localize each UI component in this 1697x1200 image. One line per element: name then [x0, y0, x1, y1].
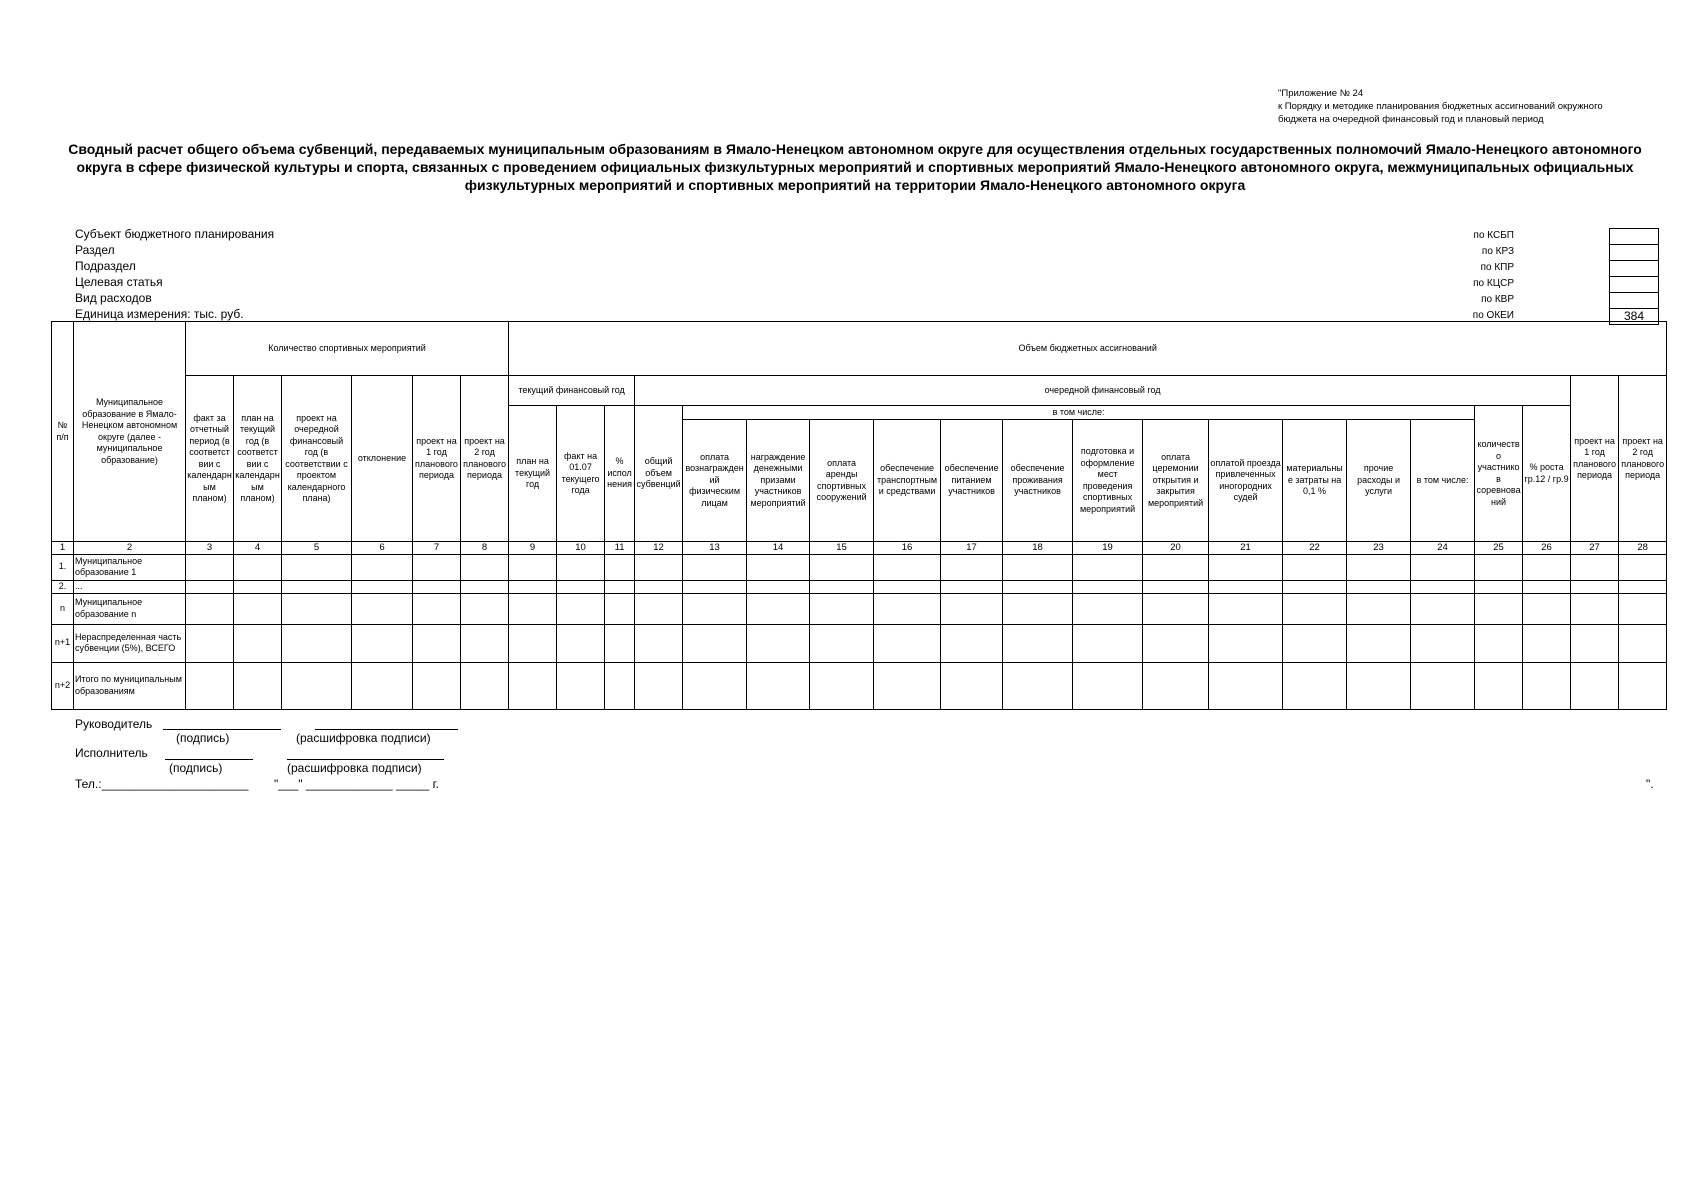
table-cell — [1619, 662, 1667, 709]
table-cell — [1571, 554, 1619, 580]
table-cell — [557, 554, 605, 580]
header-col-20: оплата церемонии открытия и закрытия мероприятий — [1143, 420, 1209, 542]
header-col-14: награждение денежными призами участников мероприятий — [747, 420, 810, 542]
table-cell — [941, 580, 1003, 593]
table-cell — [509, 580, 557, 593]
header-col-15: оплата аренды спортивных сооружений — [810, 420, 874, 542]
header-including: в том числе: — [683, 406, 1475, 420]
table-cell — [941, 624, 1003, 662]
table-cell — [1347, 580, 1411, 593]
meta-subsection: Подраздел — [75, 259, 136, 273]
table-cell — [352, 662, 413, 709]
column-number: 17 — [941, 542, 1003, 555]
table-cell — [1143, 624, 1209, 662]
column-number: 16 — [874, 542, 941, 555]
header-col-5: проект на очередной финансовый год (в соответствии с проектом календарного плана) — [282, 376, 352, 542]
meta-section: Раздел — [75, 243, 115, 257]
table-cell — [509, 662, 557, 709]
code-label: по КПР — [1480, 262, 1514, 273]
table-cell — [635, 662, 683, 709]
table-cell — [1283, 662, 1347, 709]
row-number: n — [52, 593, 74, 624]
header-next-year: очередной финансовый год — [635, 376, 1571, 406]
column-number: 13 — [683, 542, 747, 555]
meta-labels — [75, 226, 274, 322]
table-cell — [461, 593, 509, 624]
table-cell — [557, 580, 605, 593]
meta-subject: Субъект бюджетного планирования — [75, 227, 275, 241]
code-box: 384 — [1609, 308, 1659, 325]
table-cell — [1003, 593, 1073, 624]
table-cell — [1411, 580, 1475, 593]
table-cell — [747, 554, 810, 580]
table-cell — [1073, 554, 1143, 580]
table-cell — [810, 662, 874, 709]
table-cell — [1347, 662, 1411, 709]
table-cell — [1475, 624, 1523, 662]
header-current-year: текущий финансовый год — [509, 376, 635, 406]
table-cell — [186, 580, 234, 593]
column-number: 4 — [234, 542, 282, 555]
table-cell — [186, 624, 234, 662]
table-cell — [874, 593, 941, 624]
header-col-12: общий объем субвенций — [635, 406, 683, 542]
header-col-26: % роста гр.12 / гр.9 — [1523, 406, 1571, 542]
table-row — [52, 593, 1667, 624]
table-cell — [635, 624, 683, 662]
table-cell — [941, 554, 1003, 580]
row-municipality: Муниципальное образование n — [74, 593, 186, 624]
meta-unit: Единица измерения: тыс. руб. — [75, 307, 244, 321]
table-cell — [1209, 593, 1283, 624]
code-box — [1609, 244, 1659, 260]
column-number: 23 — [1347, 542, 1411, 555]
table-cell — [747, 580, 810, 593]
column-number: 7 — [413, 542, 461, 555]
row-municipality: Итого по муниципальным образованиям — [74, 662, 186, 709]
table-cell — [413, 662, 461, 709]
table-cell — [874, 624, 941, 662]
table-cell — [810, 580, 874, 593]
table-cell — [1347, 554, 1411, 580]
head-decode-line — [315, 729, 458, 730]
table-cell — [1283, 580, 1347, 593]
table-cell — [747, 662, 810, 709]
table-cell — [352, 580, 413, 593]
row-municipality: ... — [74, 580, 186, 593]
header-col-7: проект на 1 год планового периода — [413, 376, 461, 542]
code-box — [1609, 276, 1659, 292]
column-number: 12 — [635, 542, 683, 555]
table-cell — [1003, 662, 1073, 709]
table-cell — [1523, 624, 1571, 662]
code-box — [1609, 260, 1659, 276]
meta-expense-type: Вид расходов — [75, 291, 152, 305]
table-cell — [1003, 624, 1073, 662]
code-box — [1609, 228, 1659, 244]
document-title: Сводный расчет общего объема субвенций, передаваемых муниципальным образованиям в Ямало-Ненецком автономном округе для осуществления отдельных государственных полномочий Ямало-Ненецкого автономного округа в сфере физической культуры и спорта, связанных с проведением официальных физкультурных мероприятий и спортивных мероприятий Ямало-Ненецкого автономного округа, межмуниципальных официальных физкультурных мероприятий и спортивных мероприятий на территории Ямало-Ненецкого автономного округа — [68, 141, 1642, 193]
table-cell — [1073, 593, 1143, 624]
table-cell — [186, 554, 234, 580]
header-col-16: обеспечение транспортными средствами — [874, 420, 941, 542]
table-cell — [282, 662, 352, 709]
closing-quote: ". — [1646, 777, 1654, 791]
table-cell — [1523, 593, 1571, 624]
table-body — [52, 554, 1667, 709]
table-cell — [1347, 624, 1411, 662]
column-number: 24 — [1411, 542, 1475, 555]
table-cell — [1475, 662, 1523, 709]
header-col-8: проект на 2 год планового периода — [461, 376, 509, 542]
code-label: по КРЗ — [1481, 246, 1514, 257]
table-cell — [234, 662, 282, 709]
table-row — [52, 554, 1667, 580]
table-cell — [605, 554, 635, 580]
header-col-27: проект на 1 год планового периода — [1571, 376, 1619, 542]
table-cell — [413, 580, 461, 593]
table-cell — [683, 662, 747, 709]
table-row — [52, 624, 1667, 662]
table-cell — [1411, 554, 1475, 580]
table-cell — [941, 593, 1003, 624]
table-cell — [1571, 624, 1619, 662]
header-col-25: количество участников соревнований — [1475, 406, 1523, 542]
row-number: n+1 — [52, 624, 74, 662]
table-row — [52, 580, 1667, 593]
header-col-22: материальные затраты на 0,1 % — [1283, 420, 1347, 542]
executor-decode-line — [287, 759, 444, 760]
header-count: Количество спортивных мероприятий — [186, 322, 509, 376]
table-cell — [874, 554, 941, 580]
table-cell — [683, 593, 747, 624]
header-col-6: отклонение — [352, 376, 413, 542]
table-cell — [1571, 580, 1619, 593]
table-cell — [1571, 662, 1619, 709]
table-cell — [683, 554, 747, 580]
column-number: 9 — [509, 542, 557, 555]
column-number: 22 — [1283, 542, 1347, 555]
row-number: 2. — [52, 580, 74, 593]
header-col-18: обеспечение проживания участников — [1003, 420, 1073, 542]
table-cell — [1209, 662, 1283, 709]
table-cell — [1209, 580, 1283, 593]
column-number: 5 — [282, 542, 352, 555]
column-number: 28 — [1619, 542, 1667, 555]
table-cell — [1283, 554, 1347, 580]
table-cell — [234, 580, 282, 593]
table-cell — [352, 624, 413, 662]
table-cell — [1571, 593, 1619, 624]
table-cell — [1143, 662, 1209, 709]
header-municipality: Муниципальное образование в Ямало-Ненецком автономном округе (далее - муниципальное образование) — [74, 322, 186, 542]
table-cell — [186, 593, 234, 624]
table-cell — [1619, 593, 1667, 624]
header-col-23: прочие расходы и услуги — [1347, 420, 1411, 542]
table-cell — [352, 593, 413, 624]
header-volume: Объем бюджетных ассигнований — [509, 322, 1667, 376]
table-cell — [810, 593, 874, 624]
table-cell — [635, 580, 683, 593]
table-cell — [1143, 580, 1209, 593]
column-number: 2 — [74, 542, 186, 555]
table-cell — [234, 554, 282, 580]
column-number: 19 — [1073, 542, 1143, 555]
head-decode-caption: (расшифровка подписи) — [296, 731, 431, 745]
table-cell — [1283, 593, 1347, 624]
table-cell — [605, 580, 635, 593]
column-number: 27 — [1571, 542, 1619, 555]
appendix-note — [1278, 87, 1658, 126]
executor-sign-caption: (подпись) — [169, 761, 223, 775]
table-cell — [509, 593, 557, 624]
table-cell — [1475, 554, 1523, 580]
table-cell — [186, 662, 234, 709]
table-cell — [874, 662, 941, 709]
column-number: 26 — [1523, 542, 1571, 555]
table-cell — [1143, 554, 1209, 580]
table-cell — [282, 554, 352, 580]
column-number: 21 — [1209, 542, 1283, 555]
column-number: 14 — [747, 542, 810, 555]
column-number: 1 — [52, 542, 74, 555]
table-cell — [1209, 624, 1283, 662]
table-cell — [1411, 593, 1475, 624]
column-number: 6 — [352, 542, 413, 555]
table-cell — [1073, 624, 1143, 662]
table-cell — [1003, 554, 1073, 580]
code-label: по КЦСР — [1473, 278, 1514, 289]
table-cell — [461, 624, 509, 662]
code-label: по ОКЕИ — [1472, 310, 1514, 321]
table-cell — [683, 580, 747, 593]
header-num: № п/п — [52, 322, 74, 542]
table-cell — [1619, 554, 1667, 580]
table-cell — [557, 662, 605, 709]
table-cell — [557, 624, 605, 662]
table-cell — [509, 554, 557, 580]
table-cell — [1619, 624, 1667, 662]
table-cell — [509, 624, 557, 662]
column-number: 18 — [1003, 542, 1073, 555]
code-label: по КСБП — [1473, 230, 1514, 241]
table-cell — [1073, 662, 1143, 709]
column-number: 3 — [186, 542, 234, 555]
executor-decode-caption: (расшифровка подписи) — [287, 761, 422, 775]
executor-signature-line — [165, 759, 253, 760]
table-cell — [941, 662, 1003, 709]
table-cell — [1475, 593, 1523, 624]
head-signature-line — [163, 729, 281, 730]
code-label: по КВР — [1481, 294, 1514, 305]
row-number: 1. — [52, 554, 74, 580]
table-cell — [1523, 580, 1571, 593]
phone-field: Тел.:______________________ — [75, 777, 249, 791]
table-cell — [810, 624, 874, 662]
table-cell — [1347, 593, 1411, 624]
table-cell — [605, 593, 635, 624]
table-cell — [1475, 580, 1523, 593]
date-field: "___" _____________ _____ г. — [274, 777, 439, 791]
table-cell — [1143, 593, 1209, 624]
table-cell — [1283, 624, 1347, 662]
column-number: 11 — [605, 542, 635, 555]
code-box — [1609, 292, 1659, 308]
column-number: 20 — [1143, 542, 1209, 555]
header-col-28: проект на 2 год планового периода — [1619, 376, 1667, 542]
column-number: 8 — [461, 542, 509, 555]
table-row — [52, 662, 1667, 709]
row-municipality: Нераспределенная часть субвенции (5%), ВСЕГО — [74, 624, 186, 662]
table-cell — [234, 593, 282, 624]
table-cell — [282, 624, 352, 662]
table-cell — [605, 624, 635, 662]
table-cell — [635, 554, 683, 580]
table-cell — [413, 593, 461, 624]
table-cell — [1619, 580, 1667, 593]
table-cell — [635, 593, 683, 624]
header-col-19: подготовка и оформление мест проведения спортивных мероприятий — [1073, 420, 1143, 542]
header-col-11: % исполнения — [605, 406, 635, 542]
table-cell — [683, 624, 747, 662]
header-col-17: обеспечение питанием участников — [941, 420, 1003, 542]
header-col-21: оплатой проезда привлеченных иногородних судей — [1209, 420, 1283, 542]
row-municipality: Муниципальное образование 1 — [74, 554, 186, 580]
table-cell — [413, 554, 461, 580]
table-cell — [810, 554, 874, 580]
table-cell — [605, 662, 635, 709]
table-cell — [461, 554, 509, 580]
head-label: Руководитель — [75, 717, 153, 731]
table-cell — [1209, 554, 1283, 580]
table-cell — [234, 624, 282, 662]
head-sign-caption: (подпись) — [176, 731, 230, 745]
table-cell — [282, 580, 352, 593]
calculation-table — [51, 321, 1667, 710]
header-col-4: план на текущий год (в соответствии с календарным планом) — [234, 376, 282, 542]
table-cell — [747, 593, 810, 624]
column-number-row — [52, 542, 1667, 555]
executor-label: Исполнитель — [75, 746, 148, 760]
table-cell — [1523, 554, 1571, 580]
table-cell — [1073, 580, 1143, 593]
table-cell — [557, 593, 605, 624]
table-cell — [352, 554, 413, 580]
meta-target-article: Целевая статья — [75, 275, 163, 289]
appendix-line-2: к Порядку и методике планирования бюджетных ассигнований окружного — [1278, 101, 1603, 112]
header-col-3: факт за отчетный период (в соответствии с календарным планом) — [186, 376, 234, 542]
column-number: 10 — [557, 542, 605, 555]
table-cell — [413, 624, 461, 662]
table-cell — [1411, 624, 1475, 662]
table-cell — [1411, 662, 1475, 709]
table-cell — [461, 580, 509, 593]
column-number: 15 — [810, 542, 874, 555]
header-col-10: факт на 01.07 текущего года — [557, 406, 605, 542]
appendix-line-3: бюджета на очередной финансовый год и плановый период — [1278, 114, 1544, 125]
appendix-line-1: "Приложение № 24 — [1278, 88, 1364, 99]
table-cell — [1523, 662, 1571, 709]
header-col-24: в том числе: — [1411, 420, 1475, 542]
header-col-13: оплата вознаграждений физическим лицам — [683, 420, 747, 542]
table-cell — [282, 593, 352, 624]
row-number: n+2 — [52, 662, 74, 709]
table-cell — [747, 624, 810, 662]
table-cell — [461, 662, 509, 709]
table-cell — [874, 580, 941, 593]
table-cell — [1003, 580, 1073, 593]
column-number: 25 — [1475, 542, 1523, 555]
header-col-9: план на текущий год — [509, 406, 557, 542]
